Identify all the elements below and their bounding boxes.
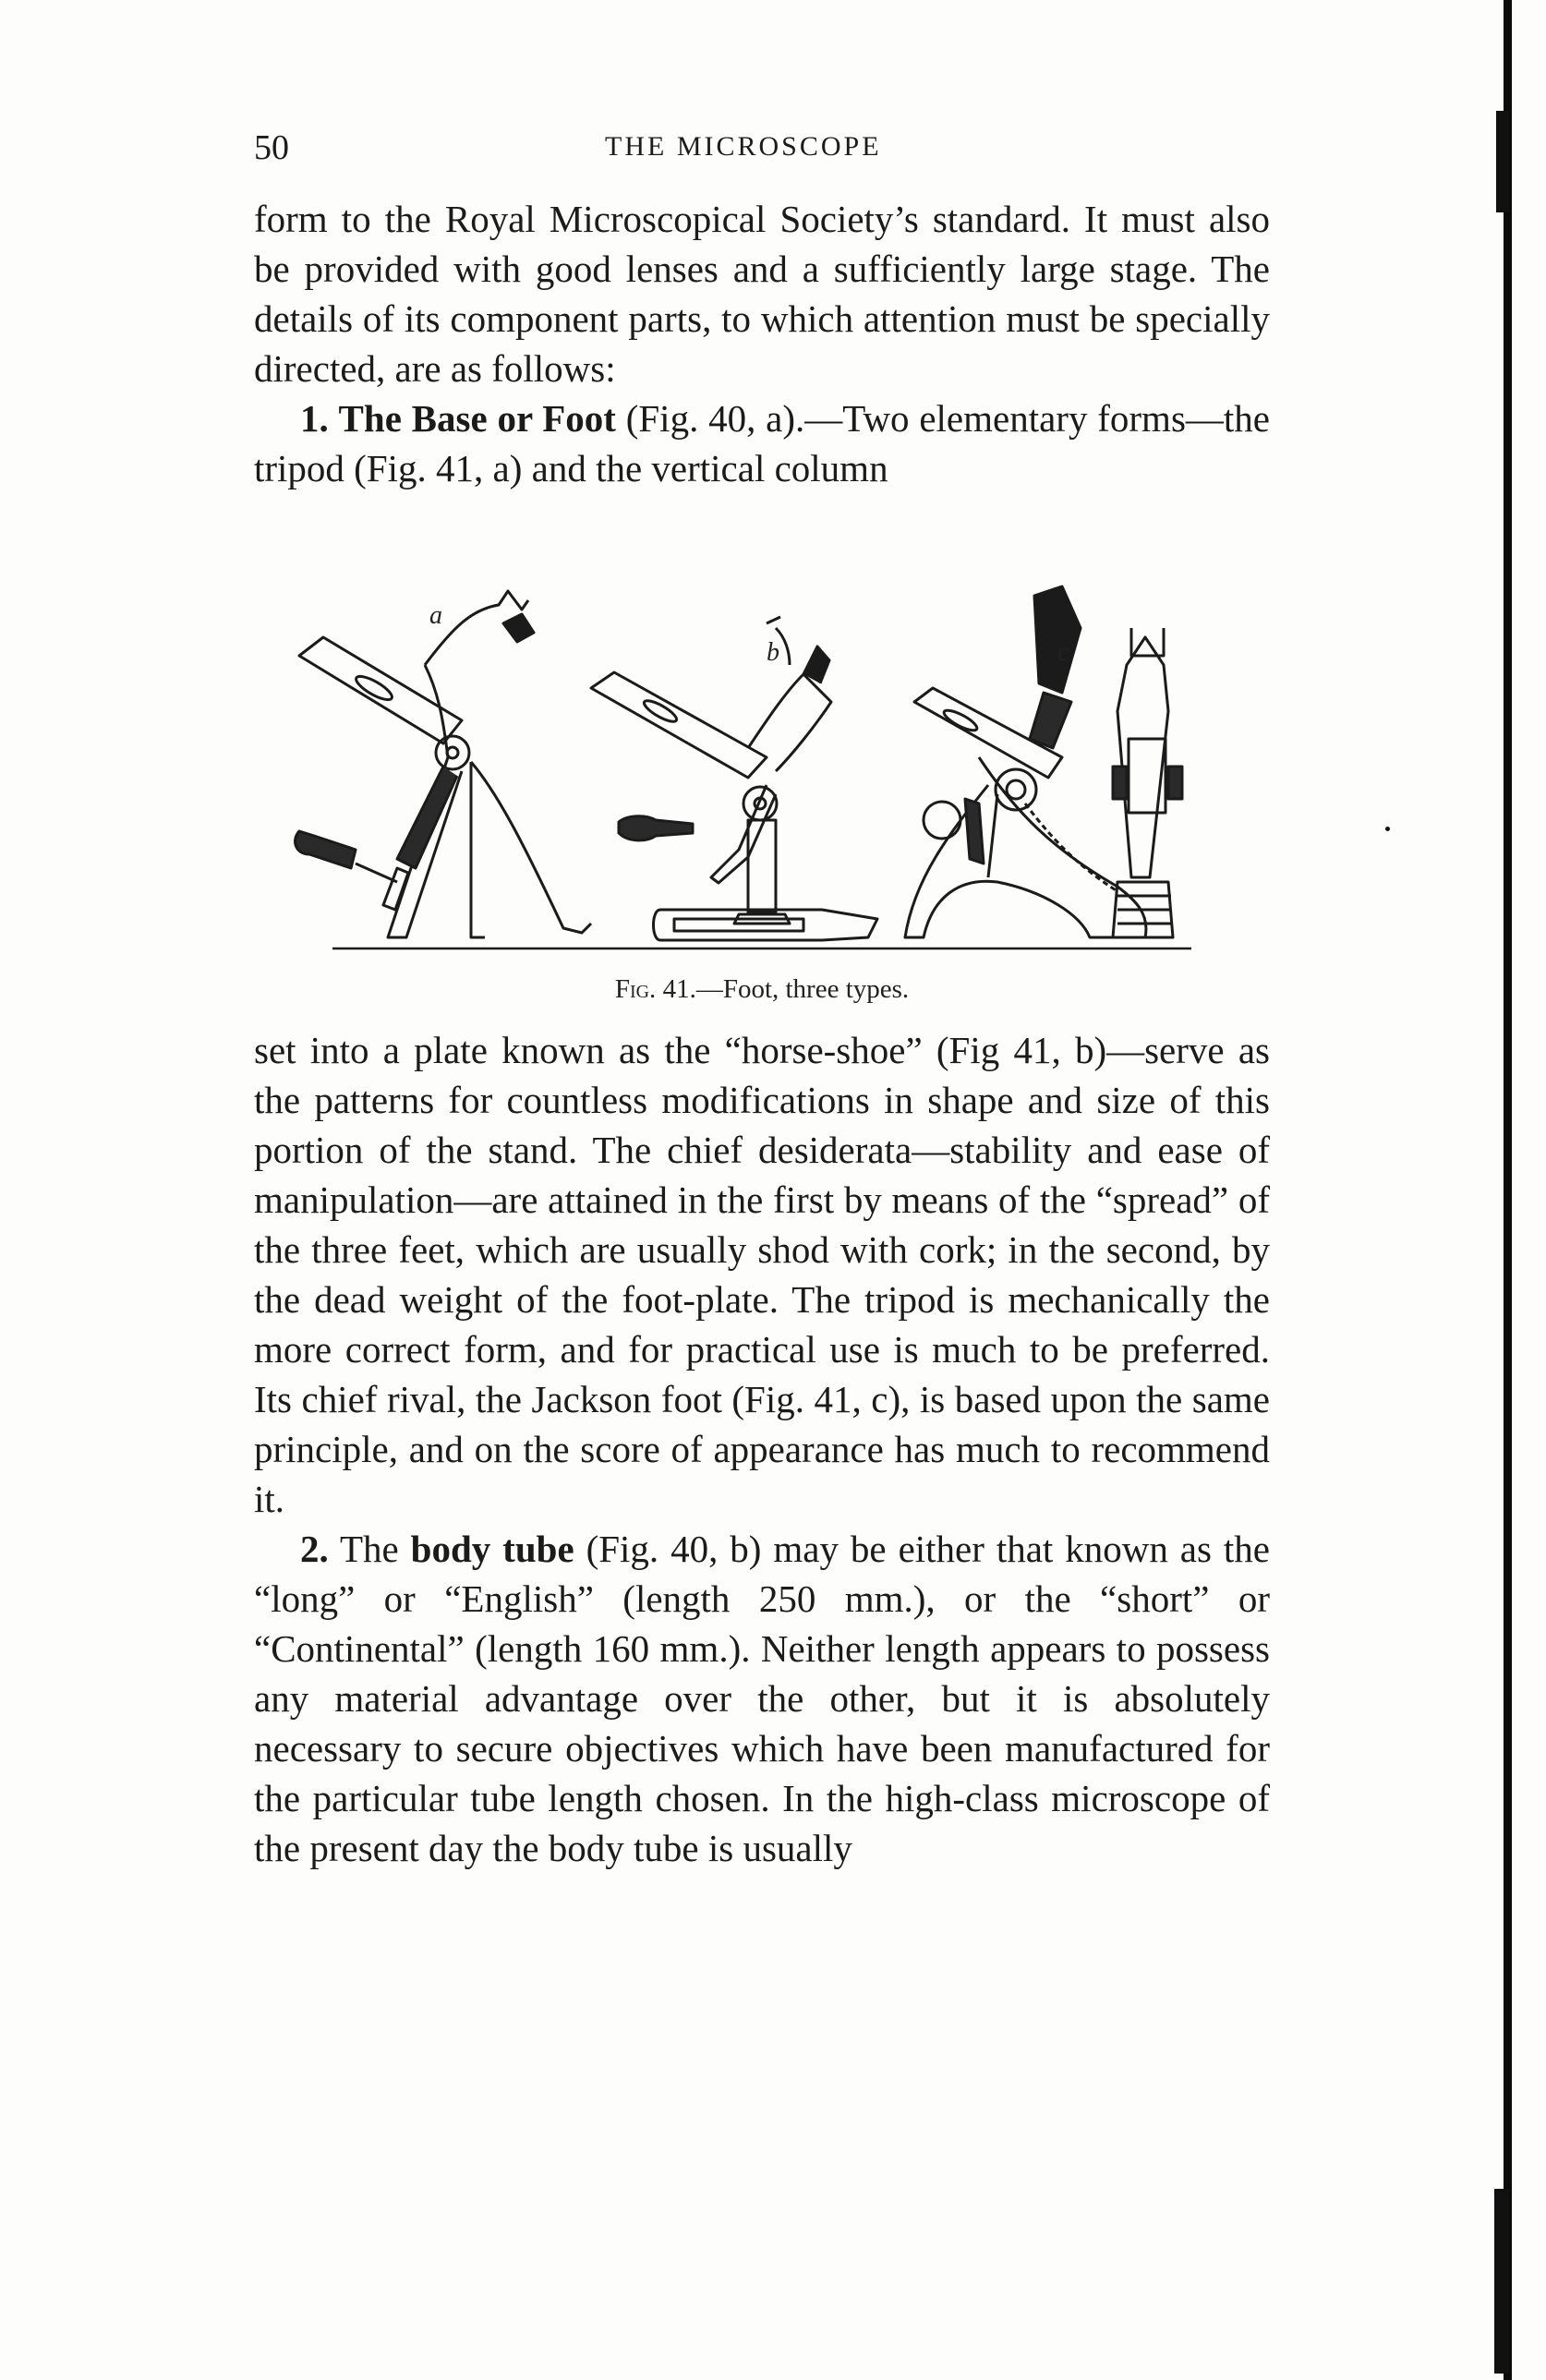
paragraph-body-tube bbox=[254, 1524, 1270, 1873]
horseshoe-foot-drawing bbox=[591, 617, 877, 940]
section-heading-body-tube: body tube bbox=[410, 1528, 574, 1570]
figure-label-b: b bbox=[767, 638, 779, 667]
section-number: 2. bbox=[300, 1528, 329, 1570]
section-heading-base-or-foot: The Base or Foot bbox=[338, 397, 616, 440]
paragraph-horseshoe: set into a plate known as the “horse-shoe” (Fig 41, b)—serve as the patterns for countless modifications in shape and size of this portion of the stand. The chief desiderata—stability and ease of manipulation—are attained in the first by means of the “spread” of the three feet, which are usually shod with cork; in the second, by the dead weight of the foot-plate. The tripod is mechanically the more correct form, and for practical use is much to be preferred. Its chief rival, the Jackson foot (Fig. 41, c), is based upon the same principle, and on the score of appearance has much to recommend it. bbox=[254, 1029, 1270, 1520]
paragraph-base-or-foot bbox=[254, 393, 1270, 493]
tripod-foot-drawing bbox=[296, 591, 591, 937]
figure-label-a: a bbox=[429, 601, 442, 630]
caption-fig-prefix: Fig. bbox=[614, 974, 657, 1004]
running-title: THE MICROSCOPE bbox=[605, 131, 882, 162]
figure-label-c: c bbox=[1057, 638, 1069, 667]
running-header bbox=[254, 127, 1270, 174]
paragraph-continuation: form to the Royal Microscopical Society’s standard. It must also be provided with good lenses and a sufficiently large stage. The details of its component parts, to which attention must be specially directed, are as follows: bbox=[254, 198, 1270, 390]
caption-text: 41.—Foot, three types. bbox=[656, 974, 910, 1004]
section-number: 1. bbox=[300, 397, 329, 440]
scan-edge-mark bbox=[1494, 2189, 1509, 2374]
paragraph-lead: The bbox=[328, 1528, 411, 1570]
text-block-top bbox=[254, 194, 1270, 493]
scan-speck bbox=[1385, 827, 1390, 831]
paragraph-text: (Fig. 40, b) may be either that known as the “long” or “English” (length 250 mm.), or the “short” or “Continental” (length 160 mm.). Neither length appears to possess any material advantage over the other, but it is absolutely necessary to secure objectives which have been manufactured for the particular tube length chosen. In the high-class microscope of the present day the body tube is usually bbox=[254, 1528, 1270, 1869]
scan-edge-mark bbox=[1496, 111, 1509, 212]
scan-edge-line bbox=[1504, 0, 1512, 2380]
figure-caption bbox=[254, 974, 1270, 1005]
paragraph-text: (Fig. 40, a).—Two elementary forms—the tripod (Fig. 41, a) and the vertical column bbox=[254, 397, 1270, 489]
microscope-feet-drawing bbox=[286, 573, 1210, 960]
jackson-foot-drawing bbox=[905, 586, 1182, 937]
text-block-bottom bbox=[254, 1025, 1270, 1873]
page-number: 50 bbox=[254, 128, 289, 167]
figure-41-illustration bbox=[286, 573, 1210, 960]
